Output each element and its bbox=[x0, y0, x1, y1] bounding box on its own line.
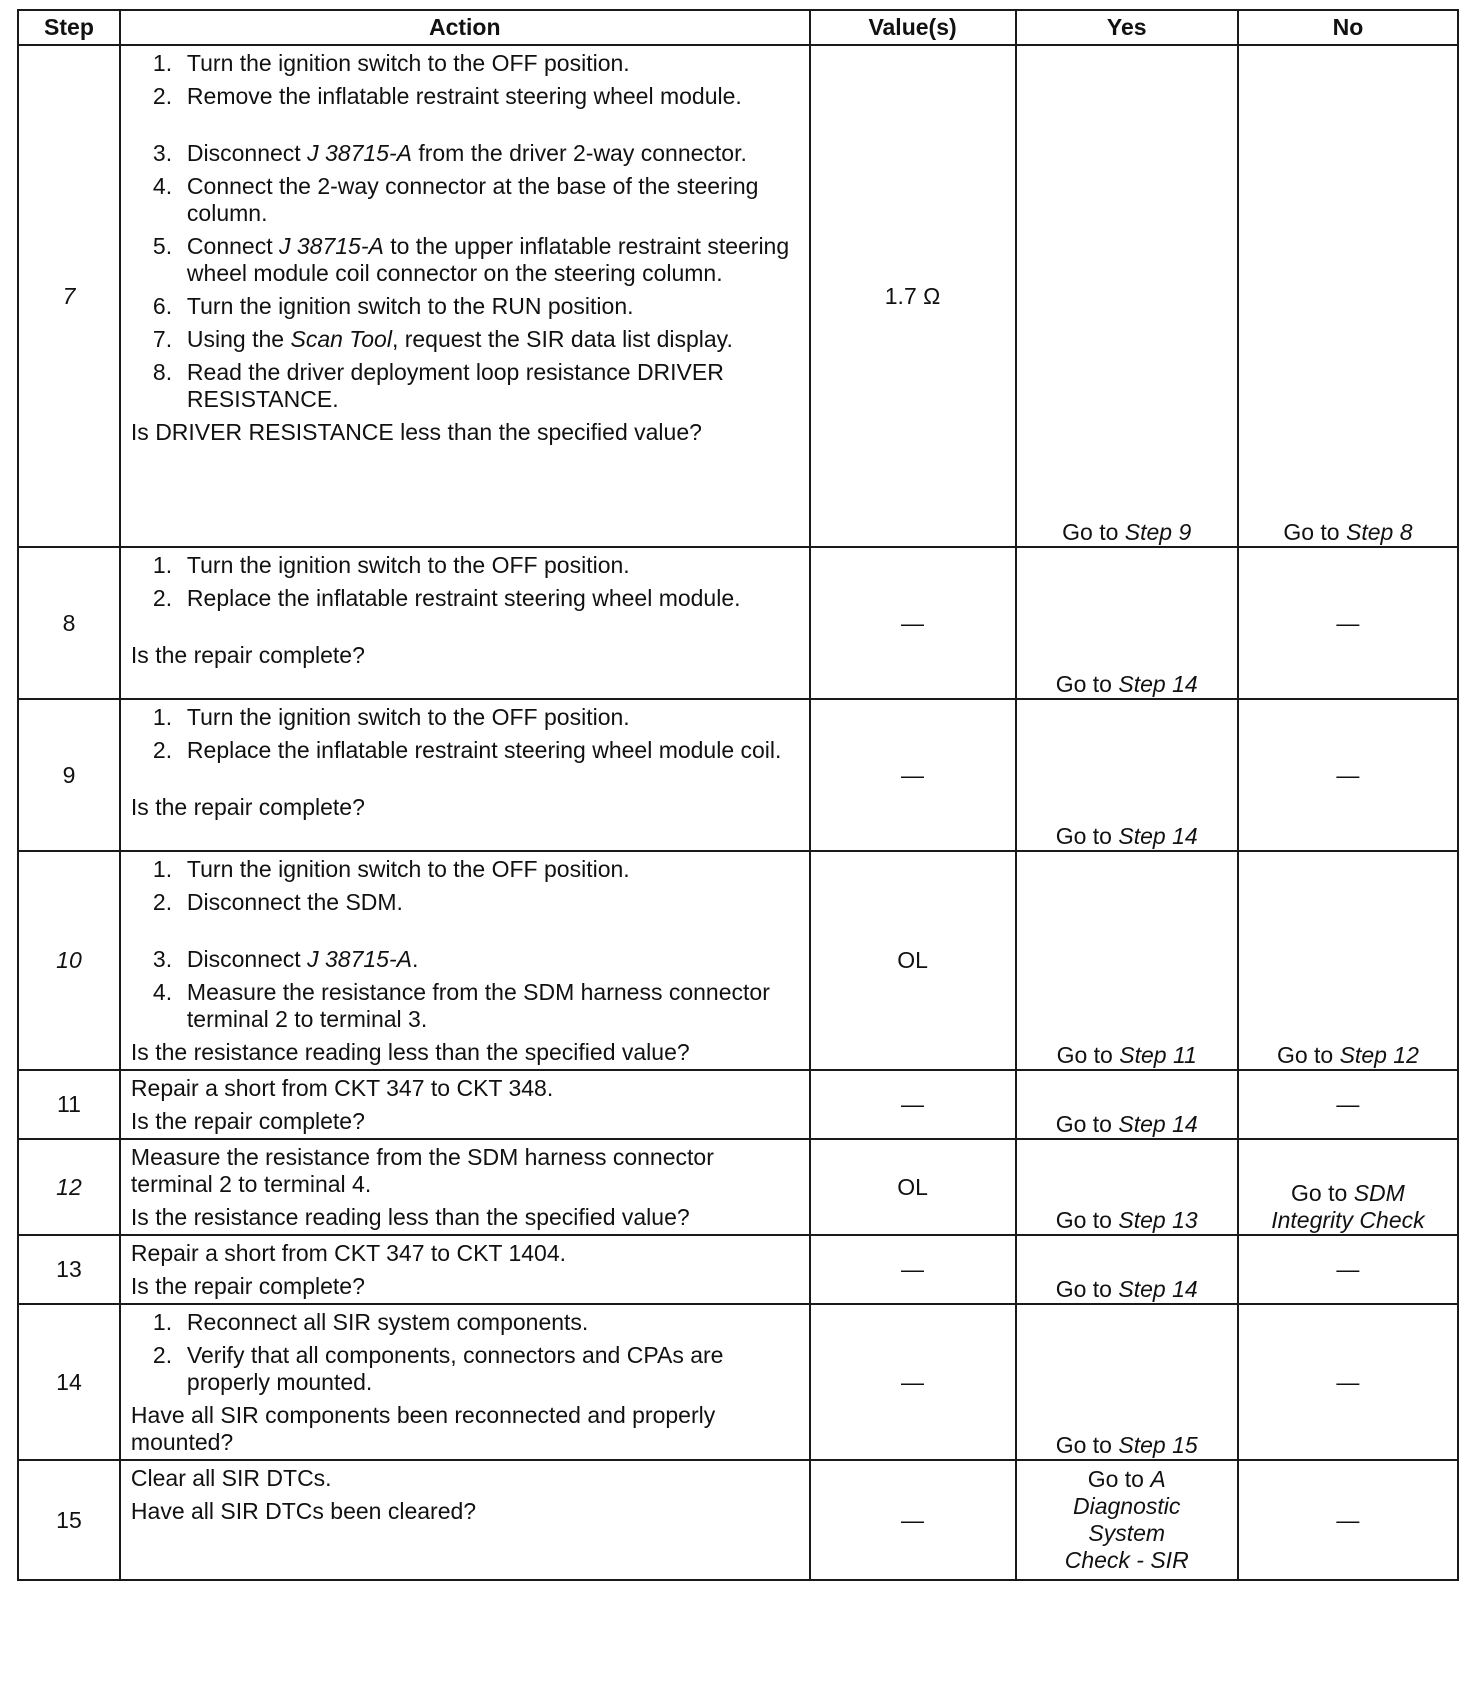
header-no: No bbox=[1238, 10, 1458, 45]
list-item: 8. Read the driver deployment loop resistance DRIVER RESISTANCE. bbox=[152, 359, 724, 412]
yes-cell: Go to Step 14 bbox=[1016, 1235, 1238, 1304]
question-text: Have all SIR DTCs been cleared? bbox=[130, 1498, 477, 1524]
table-row bbox=[18, 45, 1458, 547]
header-action: Action bbox=[120, 10, 810, 45]
list-item: 1. Turn the ignition switch to the OFF position. bbox=[152, 50, 630, 76]
table-row bbox=[18, 547, 1458, 699]
diagnostic-check-link[interactable]: A bbox=[1150, 1466, 1166, 1492]
action-cell bbox=[120, 1139, 810, 1235]
step-number: 14 bbox=[56, 1368, 82, 1395]
question-text: Is the resistance reading less than the specified value? bbox=[130, 1039, 690, 1065]
value-cell: OL bbox=[810, 1139, 1016, 1235]
header-step: Step bbox=[18, 10, 120, 45]
integrity-check-link[interactable]: Integrity Check bbox=[1271, 1207, 1425, 1233]
no-cell: — bbox=[1238, 1070, 1458, 1139]
list-item: 4. Connect the 2-way connector at the base of the steering column. bbox=[152, 173, 759, 226]
list-item: 1. Reconnect all SIR system components. bbox=[152, 1309, 589, 1335]
header-values: Value(s) bbox=[810, 10, 1016, 45]
step-link[interactable]: Step 14 bbox=[1118, 823, 1198, 849]
list-item: 1. Turn the ignition switch to the OFF position. bbox=[152, 704, 630, 730]
step-link[interactable]: Step 11 bbox=[1119, 1042, 1197, 1068]
action-cell bbox=[120, 45, 810, 547]
step-number: 13 bbox=[56, 1256, 82, 1282]
value-cell: OL bbox=[810, 851, 1016, 1070]
action-cell bbox=[120, 1235, 810, 1304]
value-cell: — bbox=[810, 1070, 1016, 1139]
no-cell: — bbox=[1238, 1304, 1458, 1460]
step-number: 7 bbox=[62, 282, 76, 309]
no-cell: — bbox=[1238, 1460, 1458, 1580]
value-cell: — bbox=[810, 547, 1016, 699]
list-item: 3. Disconnect J 38715-A from the driver 2-way connector. bbox=[152, 140, 747, 166]
no-cell: — bbox=[1238, 699, 1458, 851]
question-text: Is the repair complete? bbox=[130, 794, 365, 820]
list-item: 4. Measure the resistance from the SDM harness connector terminal 2 to terminal 3. bbox=[152, 979, 770, 1032]
value-cell: 1.7 Ω bbox=[810, 45, 1016, 547]
list-item: 2. Remove the inflatable restraint steering wheel module. bbox=[152, 83, 742, 109]
question-text: Is DRIVER RESISTANCE less than the specified value? bbox=[130, 419, 702, 445]
step-link[interactable]: Step 14 bbox=[1118, 1276, 1198, 1302]
table-row bbox=[18, 851, 1458, 1070]
list-item: 1. Turn the ignition switch to the OFF position. bbox=[152, 552, 630, 578]
question-text: Is the repair complete? bbox=[130, 1108, 365, 1134]
table-row bbox=[18, 1139, 1458, 1235]
step-number: 12 bbox=[56, 1173, 82, 1200]
step-link[interactable]: Step 9 bbox=[1124, 519, 1192, 545]
list-item: 2. Verify that all components, connectors and CPAs are properly mounted. bbox=[152, 1342, 724, 1395]
question-text: Have all SIR components been reconnected and properly mounted? bbox=[130, 1402, 716, 1455]
value-cell: — bbox=[810, 1460, 1016, 1580]
action-cell bbox=[120, 1460, 810, 1580]
yes-cell: Go to Step 14 bbox=[1016, 699, 1238, 851]
yes-cell: Go to Step 11 bbox=[1016, 851, 1238, 1070]
step-link[interactable]: Step 13 bbox=[1118, 1207, 1198, 1233]
value-cell: — bbox=[810, 699, 1016, 851]
value-cell: — bbox=[810, 1235, 1016, 1304]
action-cell bbox=[120, 1070, 810, 1139]
list-item: 2. Replace the inflatable restraint steering wheel module coil. bbox=[152, 737, 782, 763]
step-number: 10 bbox=[56, 947, 82, 973]
question-text: Is the resistance reading less than the specified value? bbox=[130, 1204, 690, 1230]
table-row bbox=[18, 1460, 1458, 1580]
question-text: Is the repair complete? bbox=[130, 1273, 365, 1299]
no-cell: — bbox=[1238, 1235, 1458, 1304]
no-cell: Go to SDM Integrity Check bbox=[1238, 1139, 1458, 1235]
action-cell bbox=[120, 851, 810, 1070]
no-cell: — bbox=[1238, 547, 1458, 699]
header-yes: Yes bbox=[1016, 10, 1238, 45]
no-cell: Go to Step 12 bbox=[1238, 851, 1458, 1070]
list-item: 7. Using the Scan Tool, request the SIR data list display. bbox=[152, 326, 733, 352]
question-text: Is the repair complete? bbox=[130, 642, 365, 668]
table-row bbox=[18, 699, 1458, 851]
action-text: Repair a short from CKT 347 to CKT 1404. bbox=[130, 1240, 567, 1266]
action-cell bbox=[120, 699, 810, 851]
list-item: 3. Disconnect J 38715-A. bbox=[152, 946, 419, 972]
sdm-link[interactable]: SDM bbox=[1353, 1180, 1405, 1206]
list-item: 6. Turn the ignition switch to the RUN position. bbox=[152, 293, 634, 319]
yes-cell: Go to Step 13 bbox=[1016, 1139, 1238, 1235]
table-row bbox=[18, 1304, 1458, 1460]
step-number: 15 bbox=[56, 1506, 82, 1533]
yes-cell: Go to Step 14 bbox=[1016, 547, 1238, 699]
step-number: 11 bbox=[57, 1091, 81, 1117]
action-text: Measure the resistance from the SDM harness connector terminal 2 to terminal 4. bbox=[130, 1144, 714, 1197]
yes-cell: Go to Step 9 bbox=[1016, 45, 1238, 547]
step-link[interactable]: Step 8 bbox=[1346, 519, 1413, 545]
step-link[interactable]: Step 15 bbox=[1118, 1432, 1198, 1458]
yes-cell: Go to A Diagnostic System Check - SIR bbox=[1016, 1460, 1238, 1580]
step-number: 9 bbox=[62, 761, 76, 788]
step-link[interactable]: Step 12 bbox=[1339, 1042, 1419, 1068]
yes-cell: Go to Step 14 bbox=[1016, 1070, 1238, 1139]
list-item: 2. Replace the inflatable restraint steering wheel module. bbox=[152, 585, 741, 611]
list-item: 2. Disconnect the SDM. bbox=[152, 889, 403, 915]
step-link[interactable]: Step 14 bbox=[1118, 1111, 1198, 1137]
list-item: 1. Turn the ignition switch to the OFF position. bbox=[152, 856, 630, 882]
step-link[interactable]: Step 14 bbox=[1118, 671, 1198, 697]
list-item: 5. Connect J 38715-A to the upper inflatable restraint steering wheel module coil connector on the steering column. bbox=[152, 233, 790, 286]
header-row bbox=[18, 10, 1458, 45]
action-text: Repair a short from CKT 347 to CKT 348. bbox=[130, 1075, 554, 1101]
value-cell: — bbox=[810, 1304, 1016, 1460]
action-text: Clear all SIR DTCs. bbox=[130, 1465, 332, 1491]
diagnostic-table bbox=[17, 9, 1459, 1581]
action-cell bbox=[120, 1304, 810, 1460]
yes-cell: Go to Step 15 bbox=[1016, 1304, 1238, 1460]
action-cell bbox=[120, 547, 810, 699]
step-number: 8 bbox=[62, 609, 76, 636]
no-cell: Go to Step 8 bbox=[1238, 45, 1458, 547]
table-row bbox=[18, 1070, 1458, 1139]
table-row bbox=[18, 1235, 1458, 1304]
